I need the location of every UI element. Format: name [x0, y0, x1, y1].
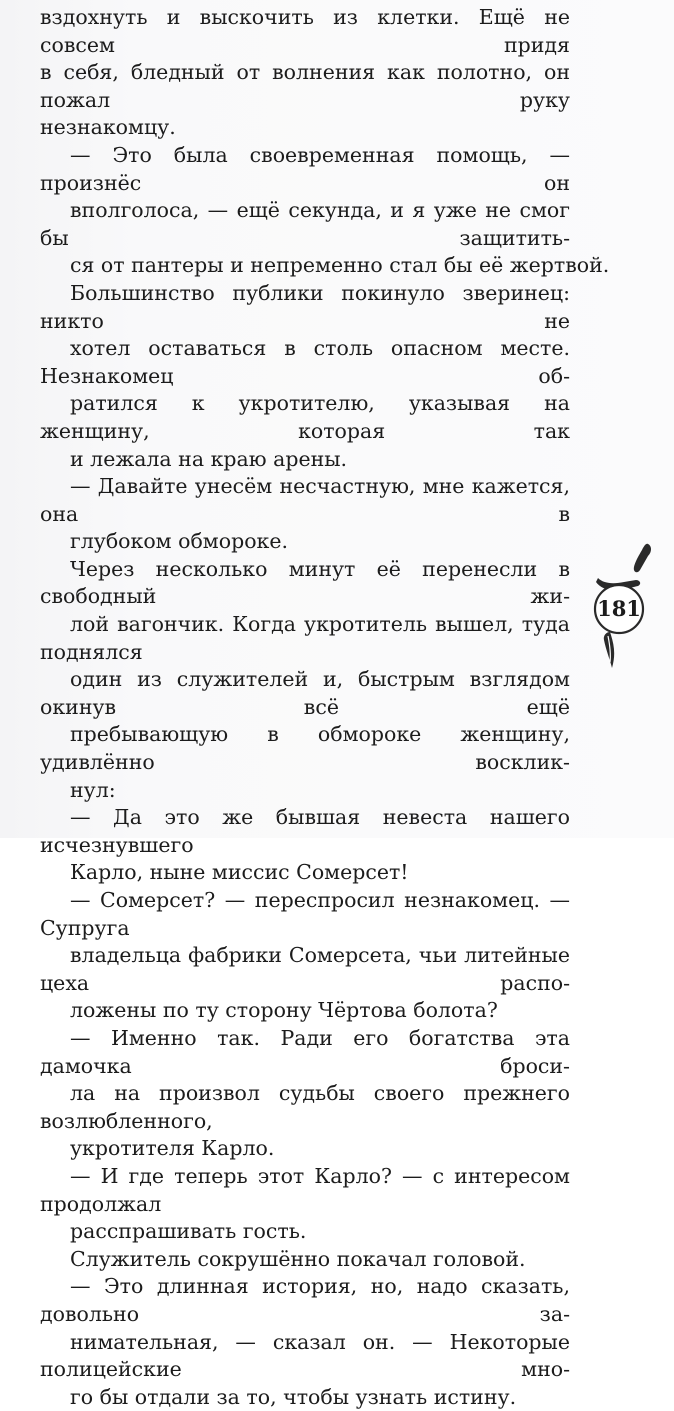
text-line: вздохнуть и выскочить из клетки. Ещё не совсем придя: [40, 5, 570, 57]
text-line: — Именно так. Ради его богатства эта дамочка броси-: [40, 1025, 570, 1078]
paragraph: [40, 1163, 570, 1246]
text-line: незнакомцу.: [40, 115, 176, 140]
text-line: и лежала на краю арены.: [70, 446, 348, 471]
text-line: глубоком обмороке.: [70, 529, 289, 554]
text-line: — Это была своевременная помощь, — произнёс он: [40, 142, 570, 195]
text-line: укротителя Карло.: [70, 1136, 275, 1161]
paragraph: [40, 1246, 570, 1274]
text-line: Через несколько минут её перенесли в свободный жи-: [40, 556, 570, 609]
text-line: хотел оставаться в столь опасном месте. Незнакомец об-: [40, 336, 570, 388]
text-line: вполголоса, — ещё секунда, и я уже не смог бы защитить-: [40, 198, 570, 250]
text-line: ла на произвол судьбы своего прежнего возлюбленного,: [40, 1081, 570, 1133]
text-line: Карло, ныне миссис Сомерсет!: [70, 860, 409, 885]
paragraph: [40, 1025, 570, 1163]
paragraph: [40, 556, 570, 804]
paragraph: [40, 280, 570, 473]
text-line: — Да это же бывшая невеста нашего исчезнувшего: [40, 805, 570, 857]
paragraph: [40, 473, 570, 556]
text-line: один из служителей и, быстрым взглядом окинув всё ещё: [40, 667, 570, 719]
text-line: — Сомерсет? — переспросил незнакомец. — Супруга: [40, 888, 570, 940]
text-line: го бы отдали за то, чтобы узнать истину.: [70, 1384, 517, 1409]
text-line: ложены по ту сторону Чёртова болота?: [70, 998, 498, 1023]
page-number: 181: [597, 596, 641, 621]
text-line: ратился к укротителю, указывая на женщину, которая так: [40, 391, 570, 443]
text-line: в себя, бледный от волнения как полотно, он пожал руку: [40, 60, 570, 112]
text-line: нимательная, — сказал он. — Некоторые полицейские мно-: [40, 1329, 570, 1382]
text-line: расспрашивать гость.: [70, 1219, 307, 1244]
text-line: — Это длинная история, но, надо сказать, довольно за-: [40, 1274, 570, 1326]
text-line: владельца фабрики Сомерсета, чьи литейные цеха распо-: [40, 943, 570, 995]
text-line: пребывающую в обмороке женщину, удивлённо восклик-: [40, 722, 570, 775]
text-line: нул:: [70, 777, 116, 802]
paragraph: [40, 142, 610, 280]
text-line: — Давайте унесём несчастную, мне кажется, она в: [40, 474, 570, 526]
paragraph: [40, 887, 570, 1025]
text-line: Служитель сокрушённо покачал головой.: [70, 1246, 526, 1271]
body-text: [40, 4, 610, 1411]
paragraph: [40, 1273, 570, 1411]
text-line: ся от пантеры и непременно стал бы её жертвой.: [70, 253, 610, 278]
paragraph: [40, 4, 570, 142]
text-line: — И где теперь этот Карло? — с интересом продолжал: [40, 1163, 570, 1216]
paragraph: [40, 804, 570, 887]
text-line: Большинство публики покинуло зверинец: никто не: [40, 280, 570, 333]
text-line: лой вагончик. Когда укротитель вышел, туда поднялся: [40, 612, 570, 664]
